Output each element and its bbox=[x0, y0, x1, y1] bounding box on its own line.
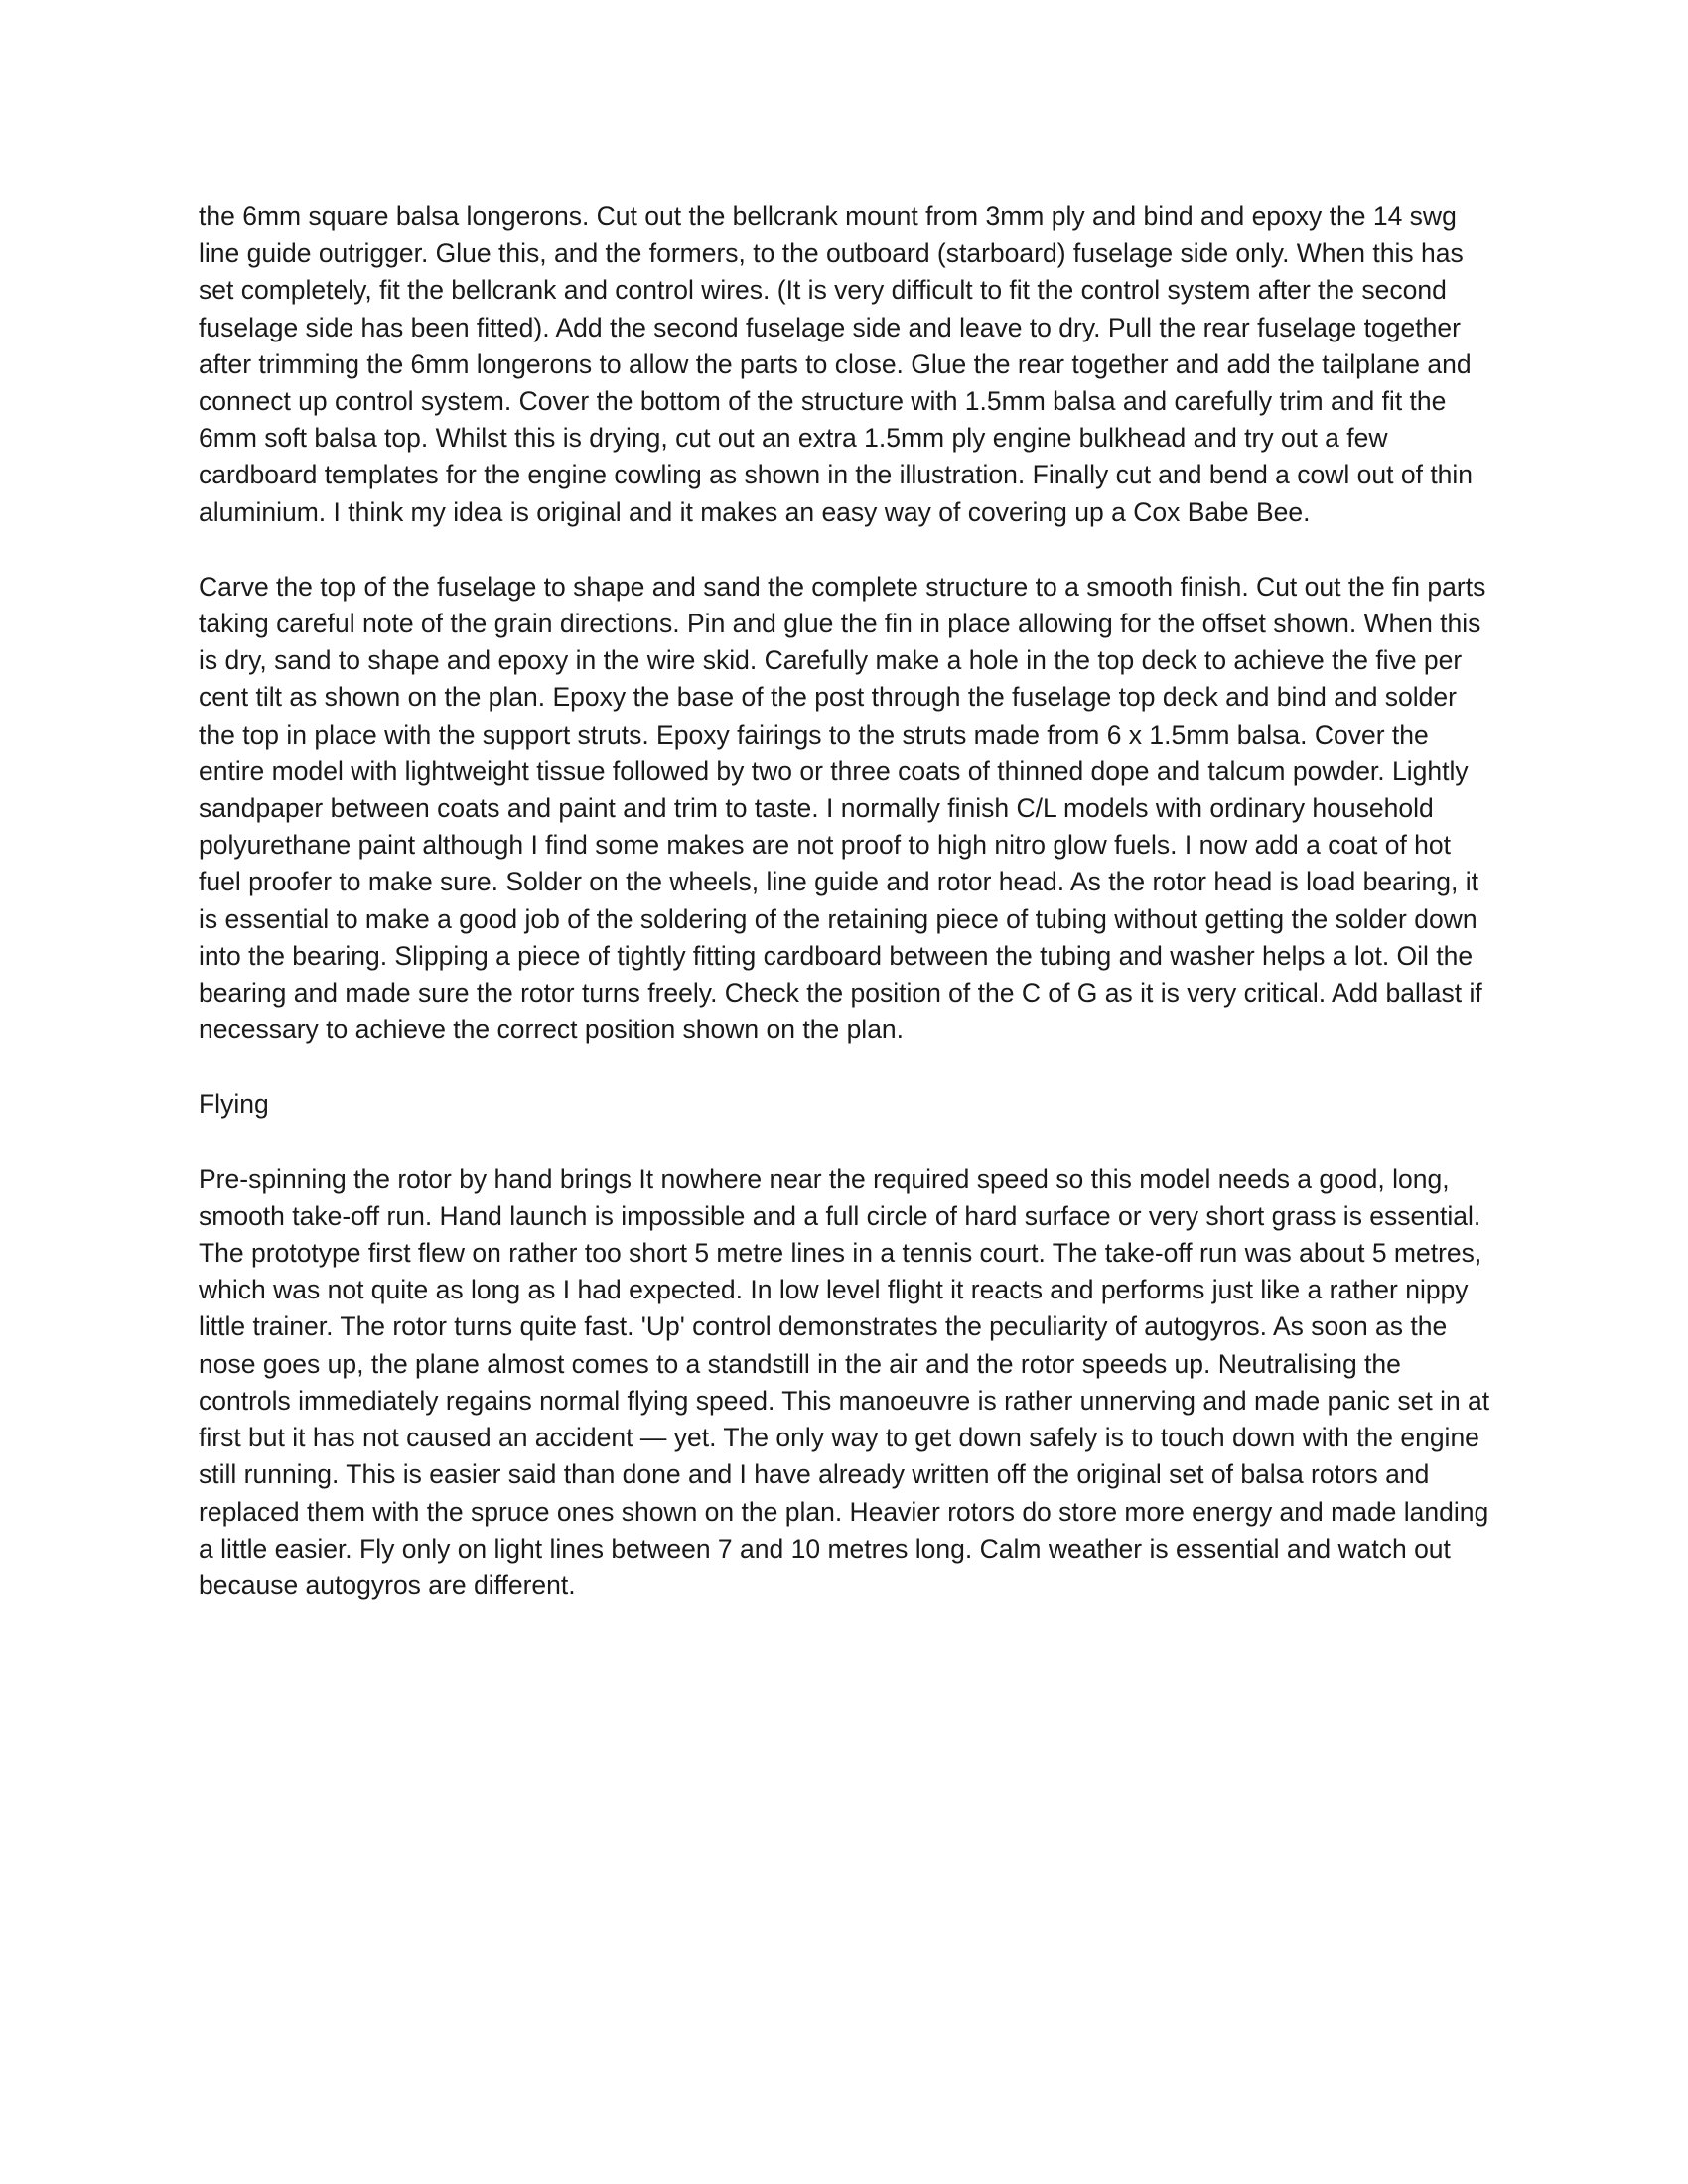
document-page bbox=[199, 199, 1499, 1642]
construction-paragraph-1: the 6mm square balsa longerons. Cut out the bellcrank mount from 3mm ply and bind and epoxy the 14 swg line guide outrigger. Glue this, and the formers, to the outboard (starboard) fuselage side only. When this has set completely, fit the bellcrank and control wires. (It is very difficult to fit the control system after the second fuselage side has been fitted). Add the second fuselage side and leave to dry. Pull the rear fuselage together after trimming the 6mm longerons to allow the parts to close. Glue the rear together and add the tailplane and connect up control system. Cover the bottom of the structure with 1.5mm balsa and carefully trim and fit the 6mm soft balsa top. Whilst this is drying, cut out an extra 1.5mm ply engine bulkhead and try out a few cardboard templates for the engine cowling as shown in the illustration. Finally cut and bend a cowl out of thin aluminium. I think my idea is original and it makes an easy way of covering up a Cox Babe Bee. bbox=[199, 202, 1474, 527]
section-heading-flying: Flying bbox=[199, 1089, 269, 1120]
flying-paragraph: Pre-spinning the rotor by hand brings It nowhere near the required speed so this model needs a good, long, smooth take-off run. Hand launch is impossible and a full circle of hard surface or very short grass is essential. The prototype first flew on rather too short 5 metre lines in a tennis court. The take-off run was about 5 metres, which was not quite as long as I had expected. In low level flight it reacts and performs just like a rather nippy little trainer. The rotor turns quite fast. 'Up' control demonstrates the peculiarity of autogyros. As soon as the nose goes up, the plane almost comes to a standstill in the air and the rotor speeds up. Neutralising the controls immediately regains normal flying speed. This manoeuvre is rather unnerving and made panic set in at first but it has not caused an accident — yet. The only way to get down safely is to touch down with the engine still running. This is easier said than done and I have already written off the original set of balsa rotors and replaced them with the spruce ones shown on the plan. Heavier rotors do store more energy and made landing a little easier. Fly only on light lines between 7 and 10 metres long. Calm weather is essential and watch out because autogyros are different. bbox=[199, 1163, 1490, 1600]
construction-paragraph-2: Carve the top of the fuselage to shape and sand the complete structure to a smooth finish. Cut out the fin parts taking careful note of the grain directions. Pin and glue the fin in place allowing for the offset shown. When this is dry, sand to shape and epoxy in the wire skid. Carefully make a hole in the top deck to achieve the five per cent tilt as shown on the plan. Epoxy the base of the post through the fuselage top deck and bind and solder the top in place with the support struts. Epoxy fairings to the struts made from 6 x 1.5mm balsa. Cover the entire model with lightweight tissue followed by two or three coats of thinned dope and talcum powder. Lightly sandpaper between coats and paint and trim to taste. I normally finish C/L models with ordinary household polyurethane paint although I find some makes are not proof to high nitro glow fuels. I now add a coat of hot fuel proofer to make sure. Solder on the wheels, line guide and rotor head. As the rotor head is load bearing, it is essential to make a good job of the soldering of the retaining piece of tubing without getting the solder down into the bearing. Slipping a piece of tightly fitting cardboard between the tubing and washer helps a lot. Oil the bearing and made sure the rotor turns freely. Check the position of the C of G as it is very critical. Add ballast if necessary to achieve the correct position shown on the plan. bbox=[199, 571, 1486, 1045]
